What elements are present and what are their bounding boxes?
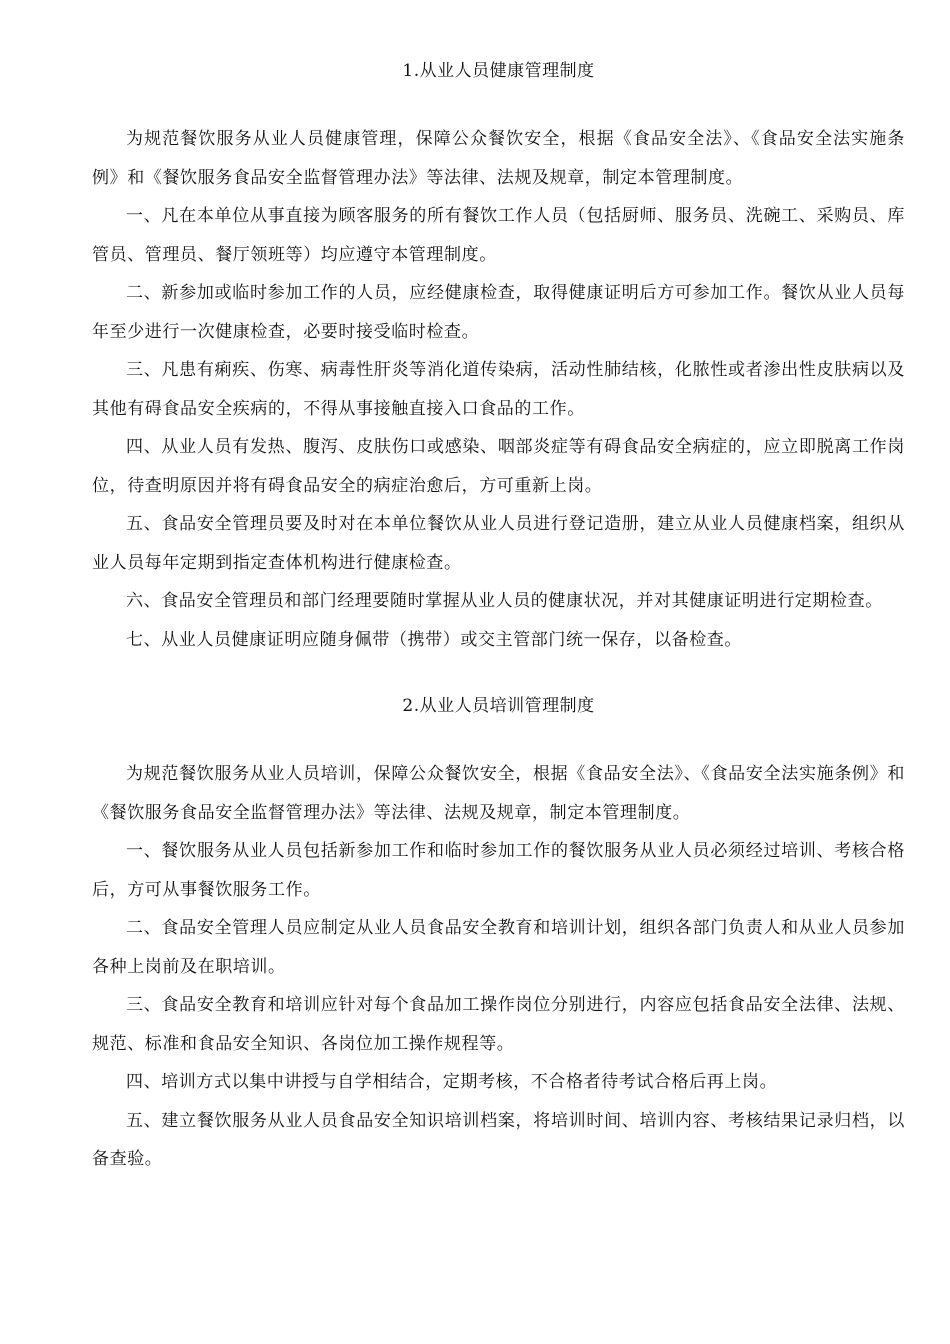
section-health xyxy=(92,56,905,659)
paragraph: 六、食品安全管理员和部门经理要随时掌握从业人员的健康状况，并对其健康证明进行定期检查。 xyxy=(126,591,883,611)
paragraph: 为规范餐饮服务从业人员培训，保障公众餐饮安全，根据《食品安全法》、《食品安全法实施条例》和《餐饮服务食品安全监督管理办法》等法律、法规及规章，制定本管理制度。 xyxy=(92,764,905,823)
paragraph: 三、凡患有痢疾、伤寒、病毒性肝炎等消化道传染病，活动性肺结核，化脓性或者渗出性皮肤病以及其他有碍食品安全疾病的，不得从事接触直接入口食品的工作。 xyxy=(92,360,905,419)
paragraph: 一、餐饮服务从业人员包括新参加工作和临时参加工作的餐饮服务从业人员必须经过培训、考核合格后，方可从事餐饮服务工作。 xyxy=(92,841,905,900)
section-title: 1.从业人员健康管理制度 xyxy=(402,61,595,81)
section-training xyxy=(92,691,905,1179)
paragraph: 五、食品安全管理员要及时对在本单位餐饮从业人员进行登记造册，建立从业人员健康档案，组织从业人员每年定期到指定查体机构进行健康检查。 xyxy=(92,514,905,573)
paragraph: 二、新参加或临时参加工作的人员，应经健康检查，取得健康证明后方可参加工作。餐饮从业人员每年至少进行一次健康检查，必要时接受临时检查。 xyxy=(92,283,905,342)
document-page xyxy=(92,56,905,1179)
paragraph: 三、食品安全教育和培训应针对每个食品加工操作岗位分别进行，内容应包括食品安全法律、法规、规范、标准和食品安全知识、各岗位加工操作规程等。 xyxy=(92,995,905,1054)
paragraph: 一、凡在本单位从事直接为顾客服务的所有餐饮工作人员（包括厨师、服务员、洗碗工、采购员、库管员、管理员、餐厅领班等）均应遵守本管理制度。 xyxy=(92,206,905,265)
paragraph: 七、从业人员健康证明应随身佩带（携带）或交主管部门统一保存，以备检查。 xyxy=(126,629,742,650)
paragraph: 为规范餐饮服务从业人员健康管理，保障公众餐饮安全，根据《食品安全法》、《食品安全法实施条例》和《餐饮服务食品安全监督管理办法》等法律、法规及规章，制定本管理制度。 xyxy=(92,129,905,188)
paragraph: 五、建立餐饮服务从业人员食品安全知识培训档案，将培训时间、培训内容、考核结果记录归档，以备查验。 xyxy=(92,1110,905,1169)
paragraph: 二、食品安全管理人员应制定从业人员食品安全教育和培训计划，组织各部门负责人和从业人员参加各种上岗前及在职培训。 xyxy=(92,918,905,977)
section-title: 2.从业人员培训管理制度 xyxy=(402,696,595,716)
paragraph: 四、从业人员有发热、腹泻、皮肤伤口或感染、咽部炎症等有碍食品安全病症的，应立即脱离工作岗位，待查明原因并将有碍食品安全的病症治愈后，方可重新上岗。 xyxy=(92,437,905,496)
paragraph: 四、培训方式以集中讲授与自学相结合，定期考核，不合格者待考试合格后再上岗。 xyxy=(126,1072,778,1092)
